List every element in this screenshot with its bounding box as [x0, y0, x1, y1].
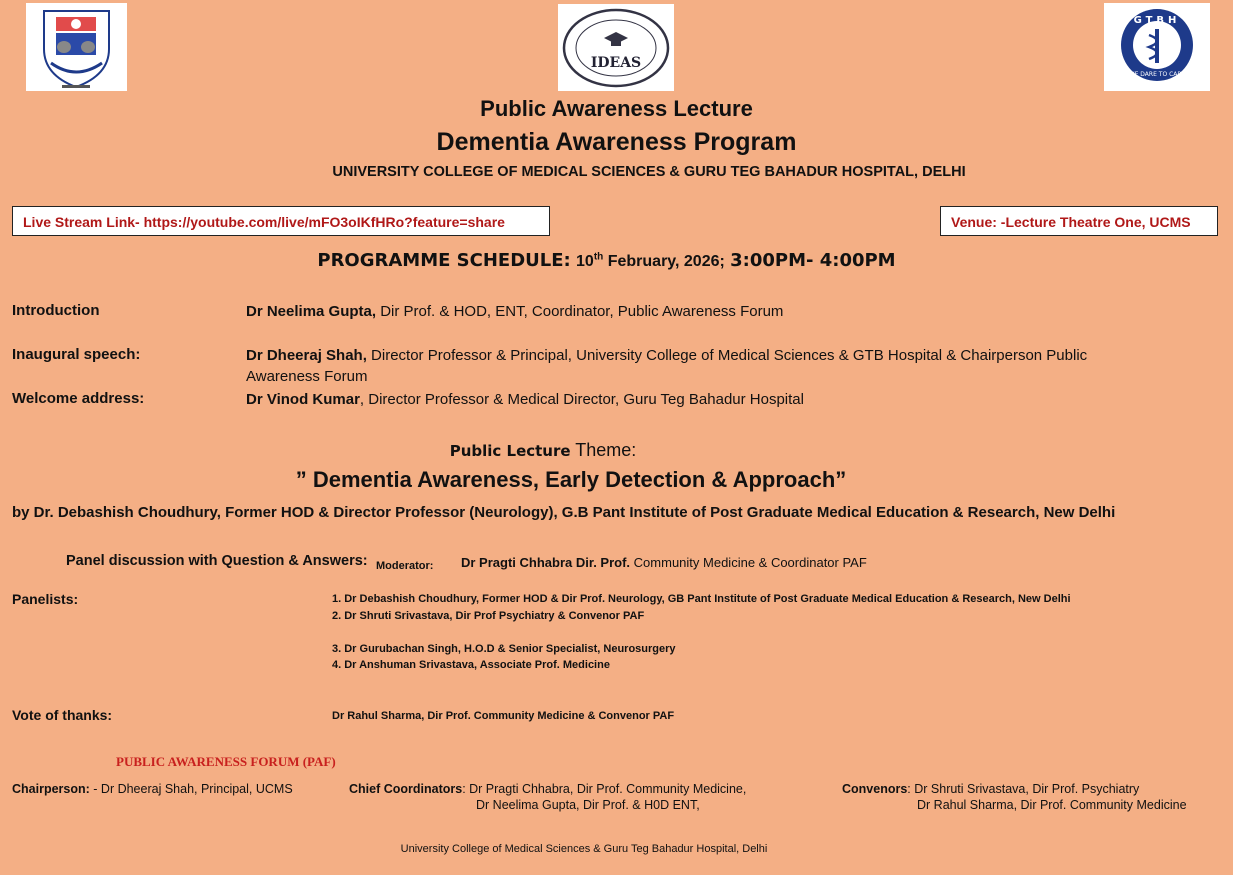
vote-of-thanks-value: Dr Rahul Sharma, Dir Prof. Community Medicine & Convenor PAF — [332, 710, 675, 722]
panel-label: Panel discussion with Question & Answers: — [66, 553, 368, 569]
convenors — [842, 781, 1139, 797]
agenda-desc: Dir Prof. & HOD, ENT, Coordinator, Public Awareness Forum — [380, 303, 784, 320]
coordinator-1: : Dr Pragti Chhabra, Dir Prof. Community Medicine, — [462, 782, 747, 796]
ideas-logo-text: IDEAS — [590, 55, 642, 71]
ucms-emblem-icon — [26, 3, 127, 91]
agenda-value-introduction — [246, 301, 1146, 322]
ucms-logo — [26, 3, 127, 91]
ideas-logo — [558, 4, 674, 91]
moderator-label — [376, 556, 433, 574]
schedule-label: PROGRAMME SCHEDULE: — [317, 250, 571, 271]
gtbh-emblem-icon — [1104, 3, 1210, 91]
panelist-item: 2. Dr Shruti Srivastava, Dir Prof Psychiatry & Convenor PAF — [332, 610, 645, 622]
agenda-desc: Director Professor & Principal, University College of Medical Sciences & GTB Hospital & Chairperson Public Awareness Forum — [246, 347, 1088, 385]
forum-title: PUBLIC AWARENESS FORUM (PAF) — [116, 754, 336, 769]
moderator-desc: Community Medicine & Coordinator PAF — [633, 555, 867, 570]
live-stream-link[interactable]: Live Stream Link- https://youtube.com/live/mFO3oIKfHRo?feature=share — [12, 206, 550, 236]
panelist-item: 3. Dr Gurubachan Singh, H.O.D & Senior Specialist, Neurosurgery — [332, 643, 676, 655]
chairperson-value: - Dr Dheeraj Shah, Principal, UCMS — [93, 782, 293, 796]
schedule-date: February, 2026; — [607, 253, 725, 270]
programme-schedule — [0, 250, 1213, 272]
panel-discussion — [66, 553, 368, 569]
page-footer: University College of Medical Sciences & Guru Teg Bahadur Hospital, Delhi — [400, 843, 768, 855]
vote-of-thanks-label: Vote of thanks: — [12, 707, 113, 723]
agenda-value-welcome — [246, 389, 1146, 410]
moderator-label-text: Moderator: — [376, 560, 434, 572]
moderator — [461, 555, 867, 570]
gtbh-motto: WE DARE TO CARE — [1128, 71, 1186, 78]
lecture-speaker: by Dr. Debashish Choudhury, Former HOD & Director Professor (Neurology), G.B Pant Institute of Post Graduate Medical Education & Research, New Delhi — [12, 504, 1116, 521]
agenda-desc: , Director Professor & Medical Director, Guru Teg Bahadur Hospital — [359, 391, 804, 408]
agenda-name: Dr Neelima Gupta, — [246, 303, 377, 320]
schedule-day: 10 — [576, 253, 594, 270]
moderator-name: Dr Pragti Chhabra Dir. Prof. — [461, 555, 631, 570]
institution-name: UNIVERSITY COLLEGE OF MEDICAL SCIENCES & GURU TEG BAHADUR HOSPITAL, DELHI — [332, 164, 966, 180]
gtbh-logo — [1104, 3, 1210, 91]
schedule-day-suffix: th — [593, 251, 604, 263]
theme-label: Theme: — [575, 440, 637, 460]
page-title: Public Awareness Lecture — [480, 96, 753, 121]
chairperson — [12, 781, 293, 797]
schedule-time: 3:00PM- 4:00PM — [730, 250, 896, 271]
chairperson-label: Chairperson: — [12, 782, 90, 796]
convenors-label: Convenors — [842, 782, 908, 796]
ideas-emblem-icon — [558, 4, 674, 91]
lecture-theme-label — [0, 440, 1086, 461]
agenda-label-introduction: Introduction — [12, 302, 100, 319]
agenda-value-inaugural — [246, 345, 1116, 387]
chief-coordinators — [349, 781, 746, 797]
panelist-item: 4. Dr Anshuman Srivastava, Associate Prof. Medicine — [332, 659, 610, 671]
gtbh-logo-text: GTBH — [1133, 15, 1181, 26]
coordinators-label: Chief Coordinators — [349, 782, 463, 796]
venue-box: Venue: -Lecture Theatre One, UCMS — [940, 206, 1218, 236]
lecture-theme-title: ” Dementia Awareness, Early Detection & Approach” — [295, 467, 847, 492]
agenda-label-welcome: Welcome address: — [12, 390, 145, 407]
panelist-item: 1. Dr Debashish Choudhury, Former HOD & Dir Prof. Neurology, GB Pant Institute of Post Graduate Medical Education & Research, New Delhi — [332, 593, 1071, 605]
theme-prefix: Public Lecture — [449, 442, 571, 460]
coordinator-2: Dr Neelima Gupta, Dir Prof. & H0D ENT, — [476, 798, 700, 812]
agenda-name: Dr Dheeraj Shah, — [246, 347, 367, 364]
agenda-name: Dr Vinod Kumar — [246, 391, 360, 408]
convenor-1: : Dr Shruti Srivastava, Dir Prof. Psychiatry — [907, 782, 1140, 796]
convenor-2: Dr Rahul Sharma, Dir Prof. Community Medicine — [917, 798, 1187, 812]
program-title: Dementia Awareness Program — [436, 128, 797, 156]
panelists-label: Panelists: — [12, 591, 79, 607]
agenda-label-inaugural: Inaugural speech: — [12, 346, 141, 363]
